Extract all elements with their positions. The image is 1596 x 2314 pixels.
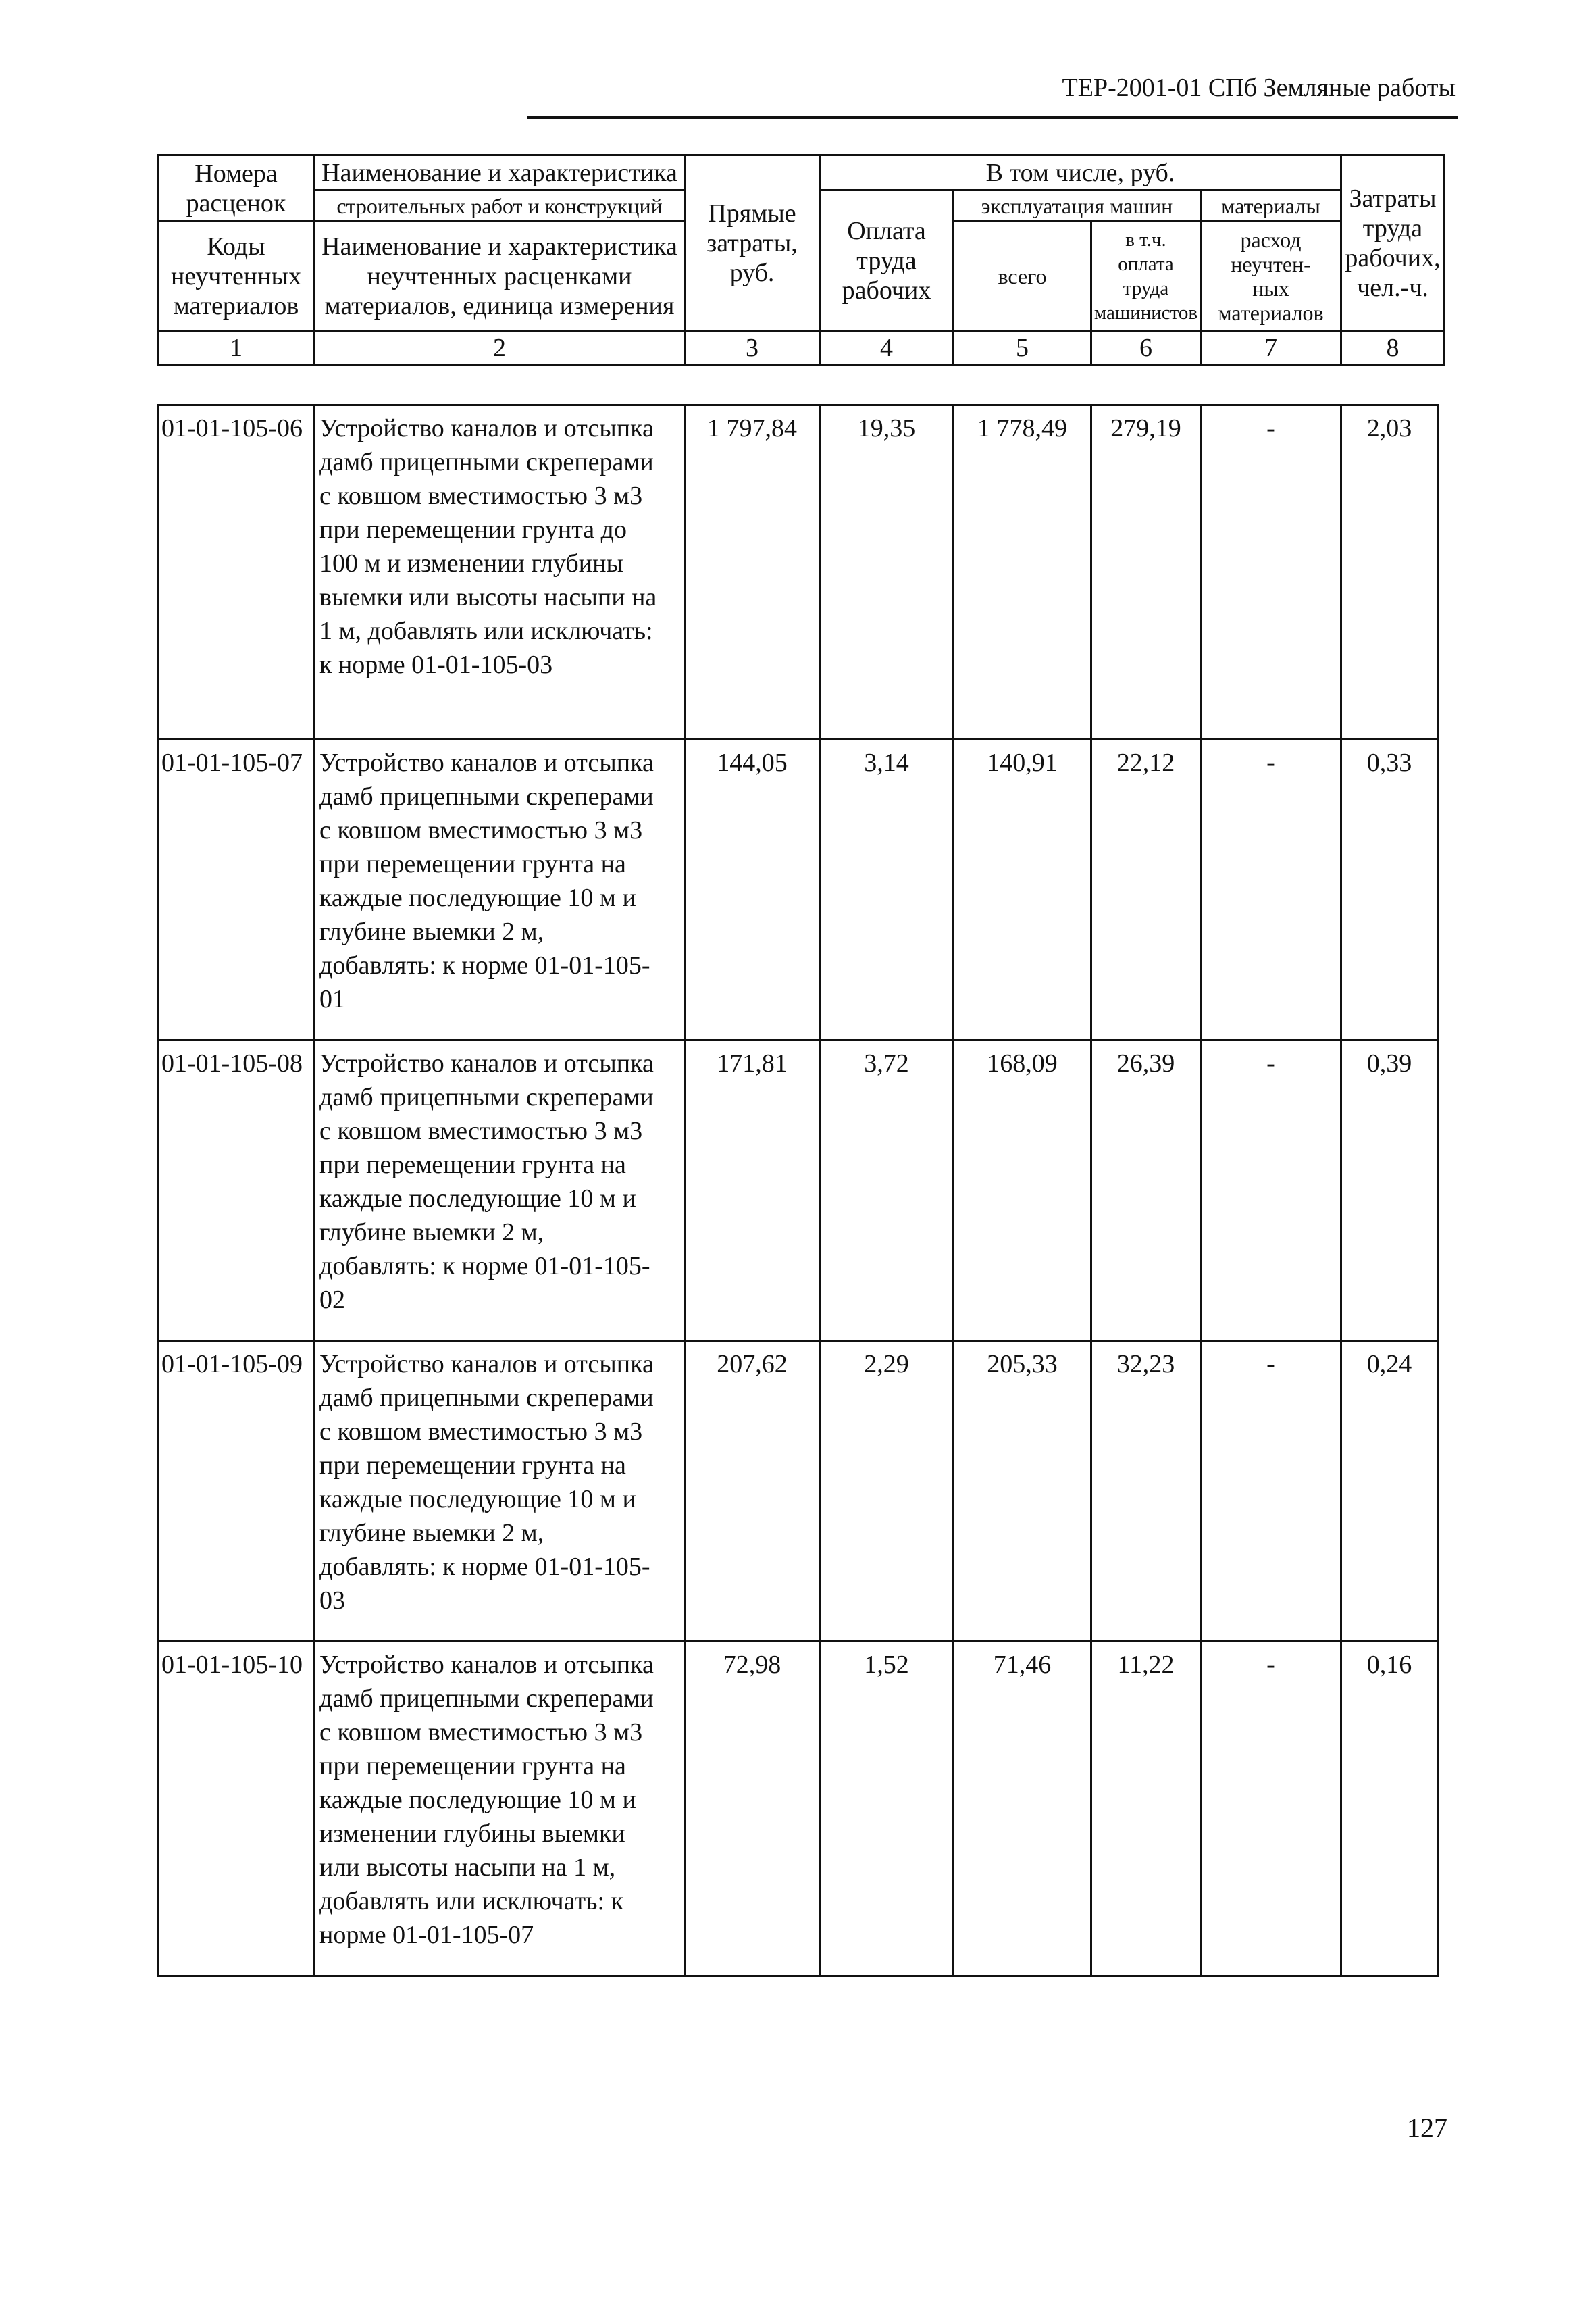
header-line: неучтенных расценками: [367, 261, 632, 291]
description-line: Устройство каналов и отсыпка: [319, 1049, 654, 1078]
work-description: [315, 740, 685, 1040]
labor-hours: 0,39: [1341, 1040, 1438, 1341]
rates-table: [157, 404, 1439, 1977]
operator-pay: 26,39: [1091, 1040, 1201, 1341]
header-labor-hours: [1341, 155, 1445, 331]
direct-costs: 144,05: [685, 740, 820, 1040]
worker-pay: 2,29: [820, 1341, 954, 1642]
header-line: материалов: [173, 291, 299, 320]
column-number: 6: [1091, 331, 1201, 366]
description-line: 100 м и изменении глубины: [319, 549, 623, 578]
description-line: к норме 01-01-105-03: [319, 651, 553, 679]
header-work-name: Наименование и характеристика: [315, 155, 685, 191]
column-number: 2: [315, 331, 685, 366]
description-line: глубине выемки 2 м,: [319, 917, 544, 946]
header-line: материалов, единица измерения: [324, 291, 675, 320]
header-line: неучтен-: [1231, 251, 1311, 276]
header-rule: [527, 116, 1458, 119]
unaccounted-materials: -: [1201, 405, 1341, 740]
description-line: с ковшом вместимостью 3 м3: [319, 482, 643, 510]
description-line: добавлять: к норме 01-01-105-: [319, 951, 650, 980]
description-line: 02: [319, 1286, 345, 1314]
labor-hours: 0,24: [1341, 1341, 1438, 1642]
description-line: 01: [319, 985, 345, 1013]
labor-hours: 0,33: [1341, 740, 1438, 1040]
description-line: при перемещении грунта на: [319, 1752, 626, 1780]
operator-pay: 22,12: [1091, 740, 1201, 1040]
description-line: 03: [319, 1586, 345, 1615]
header-line: затраты,: [706, 228, 798, 257]
worker-pay: 3,72: [820, 1040, 954, 1341]
rate-code: 01-01-105-09: [158, 1341, 315, 1642]
header-line: в т.ч.: [1125, 228, 1166, 251]
description-line: Устройство каналов и отсыпка: [319, 414, 654, 443]
description-line: Устройство каналов и отсыпка: [319, 1350, 654, 1378]
header-group-including: В том числе, руб.: [820, 155, 1341, 191]
column-number: 8: [1341, 331, 1445, 366]
running-head: ТЕР-2001-01 СПб Земляные работы: [1062, 74, 1456, 102]
rate-code: 01-01-105-07: [158, 740, 315, 1040]
description-line: при перемещении грунта на: [319, 1151, 626, 1179]
description-line: глубине выемки 2 м,: [319, 1218, 544, 1247]
column-number: 3: [685, 331, 820, 366]
column-number-row: [158, 331, 1445, 366]
header-line: Оплата: [847, 216, 926, 245]
unaccounted-materials: -: [1201, 740, 1341, 1040]
header-line: Коды: [207, 232, 265, 261]
machines-total: 205,33: [954, 1341, 1091, 1642]
page-number: 127: [1407, 2113, 1447, 2143]
header-line: рабочих,: [1345, 243, 1441, 272]
column-number: 7: [1201, 331, 1341, 366]
header-materials: материалы: [1201, 191, 1341, 222]
rate-code: 01-01-105-06: [158, 405, 315, 740]
worker-pay: 19,35: [820, 405, 954, 740]
unaccounted-materials: -: [1201, 1341, 1341, 1642]
header-line: расход: [1240, 227, 1302, 252]
operator-pay: 279,19: [1091, 405, 1201, 740]
column-number: 5: [954, 331, 1091, 366]
header-line: расценок: [186, 188, 286, 218]
header-line: рабочих: [842, 276, 931, 305]
header-machine-operation: эксплуатация машин: [954, 191, 1201, 222]
description-line: Устройство каналов и отсыпка: [319, 749, 654, 777]
description-line: добавлять: к норме 01-01-105-: [319, 1553, 650, 1581]
header-line: труда: [856, 246, 917, 275]
description-line: при перемещении грунта на: [319, 1451, 626, 1480]
labor-hours: 2,03: [1341, 405, 1438, 740]
description-line: добавлять: к норме 01-01-105-: [319, 1252, 650, 1280]
header-work-name-line2: строительных работ и конструкций: [315, 191, 685, 222]
description-line: норме 01-01-105-07: [319, 1921, 534, 1949]
description-line: дамб прицепными скреперами: [319, 1083, 654, 1111]
description-line: при перемещении грунта на: [319, 850, 626, 878]
operator-pay: 11,22: [1091, 1642, 1201, 1976]
column-header-table: [157, 154, 1445, 366]
column-number: 1: [158, 331, 315, 366]
header-line: машинистов: [1093, 301, 1198, 324]
table-row: [158, 740, 1438, 1040]
description-line: добавлять или исключать: к: [319, 1887, 624, 1915]
machines-total: 71,46: [954, 1642, 1091, 1976]
column-number: 4: [820, 331, 954, 366]
header-operator-pay: [1091, 222, 1201, 331]
description-line: дамб прицепными скреперами: [319, 1684, 654, 1713]
description-line: изменении глубины выемки: [319, 1819, 625, 1848]
description-line: каждые последующие 10 м и: [319, 1786, 636, 1814]
description-line: при перемещении грунта до: [319, 515, 627, 544]
worker-pay: 3,14: [820, 740, 954, 1040]
machines-total: 168,09: [954, 1040, 1091, 1341]
unaccounted-materials: -: [1201, 1642, 1341, 1976]
description-line: каждые последующие 10 м и: [319, 1485, 636, 1513]
table-row: [158, 1642, 1438, 1976]
work-description: [315, 1341, 685, 1642]
worker-pay: 1,52: [820, 1642, 954, 1976]
description-line: дамб прицепными скреперами: [319, 1384, 654, 1412]
work-description: [315, 1642, 685, 1976]
header-line: руб.: [729, 258, 775, 287]
description-line: глубине выемки 2 м,: [319, 1519, 544, 1547]
description-line: или высоты насыпи на 1 м,: [319, 1853, 616, 1882]
direct-costs: 171,81: [685, 1040, 820, 1341]
direct-costs: 72,98: [685, 1642, 820, 1976]
table-row: [158, 1040, 1438, 1341]
table-row: [158, 1341, 1438, 1642]
description-line: дамб прицепными скреперами: [319, 782, 654, 811]
description-line: с ковшом вместимостью 3 м3: [319, 1417, 643, 1446]
header-direct-costs: [685, 155, 820, 331]
operator-pay: 32,23: [1091, 1341, 1201, 1642]
machines-total: 140,91: [954, 740, 1091, 1040]
header-line: материалов: [1218, 300, 1324, 325]
description-line: каждые последующие 10 м и: [319, 1184, 636, 1213]
description-line: дамб прицепными скреперами: [319, 448, 654, 476]
description-line: выемки или высоты насыпи на: [319, 583, 657, 611]
header-rate-numbers: [158, 155, 315, 222]
header-line: неучтенных: [170, 261, 302, 291]
header-line: Прямые: [708, 199, 796, 228]
description-line: 1 м, добавлять или исключать:: [319, 617, 653, 645]
description-line: с ковшом вместимостью 3 м3: [319, 1718, 643, 1746]
direct-costs: 207,62: [685, 1341, 820, 1642]
header-line: Номера: [195, 159, 278, 188]
header-line: чел.-ч.: [1357, 273, 1428, 302]
labor-hours: 0,16: [1341, 1642, 1438, 1976]
description-line: каждые последующие 10 м и: [319, 884, 636, 912]
description-line: Устройство каналов и отсыпка: [319, 1651, 654, 1679]
table-row: [158, 405, 1438, 740]
direct-costs: 1 797,84: [685, 405, 820, 740]
header-line: труда: [1123, 277, 1169, 299]
header-line: оплата: [1118, 253, 1174, 275]
unaccounted-materials: -: [1201, 1040, 1341, 1341]
header-machines-total: всего: [954, 222, 1091, 331]
header-line: Затраты: [1349, 184, 1437, 213]
rate-code: 01-01-105-10: [158, 1642, 315, 1976]
header-material-name: [315, 222, 685, 331]
header-line: труда: [1362, 213, 1423, 243]
work-description: [315, 405, 685, 740]
description-line: с ковшом вместимостью 3 м3: [319, 816, 643, 845]
header-worker-pay: [820, 191, 954, 331]
machines-total: 1 778,49: [954, 405, 1091, 740]
rate-code: 01-01-105-08: [158, 1040, 315, 1341]
header-line: Наименование и характеристика: [321, 232, 677, 261]
work-description: [315, 1040, 685, 1341]
description-line: с ковшом вместимостью 3 м3: [319, 1117, 643, 1145]
header-line: ных: [1252, 276, 1289, 301]
header-material-codes: [158, 222, 315, 331]
header-unaccounted-materials: [1201, 222, 1341, 331]
